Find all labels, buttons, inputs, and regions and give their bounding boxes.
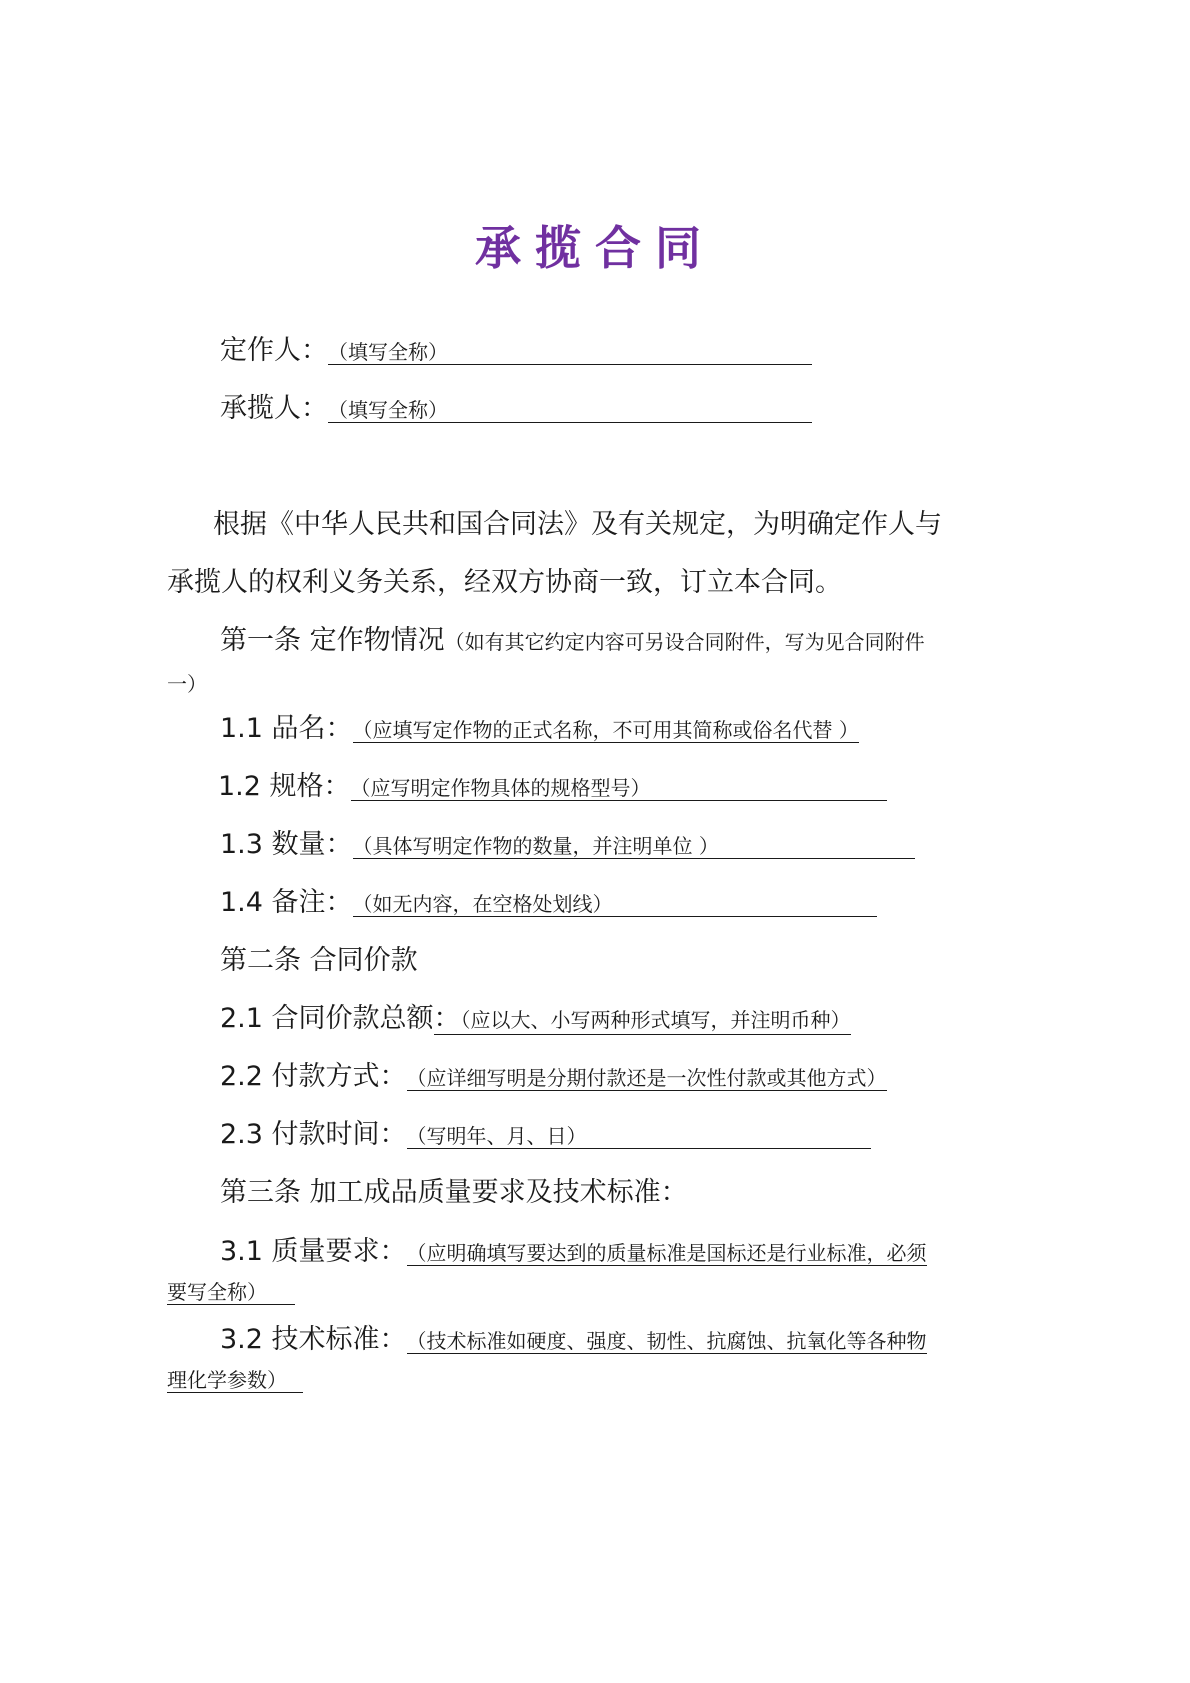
item-1-2-label: 1.2 规格： [218,771,351,802]
item-1-3-field[interactable] [353,836,915,859]
item-2-1-colon: ： [433,1003,461,1034]
item-3-2-field[interactable] [407,1331,927,1354]
item-2-1-hint: （应以大、小写两种形式填写，并注明币种） [460,1008,851,1032]
item-3-1-field[interactable] [407,1243,927,1266]
item-2-1 [220,1005,851,1035]
item-1-4-hint: （如无内容，在空格处划线） [352,892,613,916]
article-1-heading-row [220,627,925,654]
item-3-1-continued [167,1282,295,1305]
item-1-4-field[interactable] [353,894,877,917]
item-2-2-field[interactable] [407,1068,887,1091]
item-1-4 [220,889,877,917]
item-2-2-hint: （应详细写明是分期付款还是一次性付款或其他方式） [406,1066,887,1090]
item-3-2-hint-line-2: 理化学参数） [167,1368,287,1392]
item-1-2-field[interactable] [351,778,887,801]
item-1-3-hint: （具体写明定作物的数量，并注明单位 ） [352,834,719,858]
party-client-hint: （填写全称） [328,340,448,364]
item-2-3 [220,1121,871,1149]
item-1-3-label: 1.3 数量： [220,829,353,860]
item-2-3-field[interactable] [407,1126,871,1149]
item-1-2-hint: （应写明定作物具体的规格型号） [350,776,651,800]
item-3-2-continued [167,1370,303,1393]
item-3-2-field-continued[interactable] [167,1370,303,1393]
item-3-2 [220,1326,927,1354]
item-3-1-hint-line-2: 要写全称） [167,1280,267,1304]
item-1-1-label: 1.1 品名： [220,713,353,744]
item-1-4-label: 1.4 备注： [220,887,353,918]
article-1-heading: 第一条 定作物情况 [220,625,445,656]
preamble-line-2: 承揽人的权利义务关系，经双方协商一致，订立本合同。 [167,567,842,598]
item-2-2-label: 2.2 付款方式： [220,1061,407,1092]
article-2-heading: 第二条 合同价款 [220,945,418,976]
item-3-1-hint: （应明确填写要达到的质量标准是国标还是行业标准，必须 [406,1241,927,1265]
item-3-2-hint: （技术标准如硬度、强度、韧性、抗腐蚀、抗氧化等各种物 [406,1329,927,1353]
document-title: 承揽合同 [475,221,715,275]
article-3-heading: 第三条 加工成品质量要求及技术标准： [220,1177,688,1208]
item-1-1 [220,715,859,743]
item-3-1-field-continued[interactable] [167,1282,295,1305]
article-1-note: （如有其它约定内容可另设合同附件，写为见合同附件 [444,630,925,654]
item-1-1-hint: （应填写定作物的正式名称，不可用其简称或俗名代替 ） [352,718,859,742]
article-1-note-line-2: 一） [167,672,207,696]
item-3-1-label: 3.1 质量要求： [220,1236,407,1267]
item-1-2 [218,773,887,801]
party-client-label: 定作人： [220,335,328,366]
party-contractor-hint: （填写全称） [328,398,448,422]
party-contractor [220,395,812,423]
item-3-2-label: 3.2 技术标准： [220,1324,407,1355]
item-2-2 [220,1063,887,1091]
item-3-1 [220,1238,927,1266]
item-1-1-field[interactable] [353,720,859,743]
item-2-1-label: 2.1 合同价款总额 [220,1003,434,1034]
item-2-3-label: 2.3 付款时间： [220,1119,407,1150]
party-client-field[interactable] [328,342,812,365]
party-contractor-field[interactable] [328,400,812,423]
party-client [220,337,812,365]
preamble-line-1: 根据《中华人民共和国合同法》及有关规定，为明确定作人与 [213,509,942,540]
item-1-3 [220,831,915,859]
party-contractor-label: 承揽人： [220,393,328,424]
item-2-1-field[interactable] [434,1005,851,1035]
item-2-3-hint: （写明年、月、日） [406,1124,587,1148]
